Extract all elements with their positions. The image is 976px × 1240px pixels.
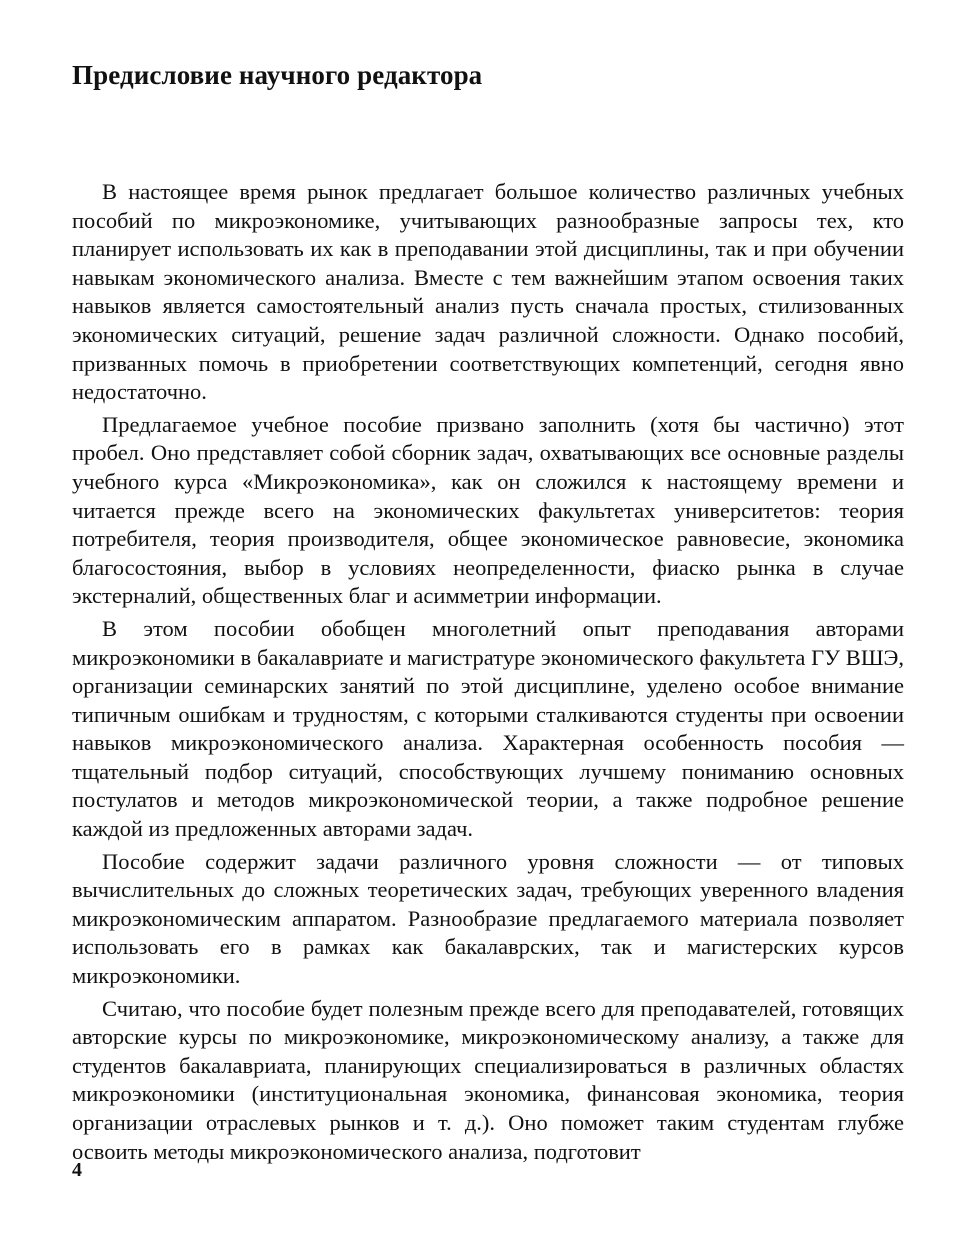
paragraph-4: Пособие содержит задачи различного уровня сложности — от типовых вычислительных до сложных теоретических задач, требующих уверенного владения микроэкономическим аппаратом. Разнообразие предлагаемого материала позволяет использовать его в рамках как бакалаврских, так и магистерских курсов микроэкономики. xyxy=(72,848,904,989)
page-number: 4 xyxy=(72,1159,82,1181)
paragraph-3: В этом пособии обобщен многолетний опыт преподавания авторами микроэкономики в бакалавриате и магистратуре экономического факультета ГУ ВШЭ, организации семинарских занятий по этой дисциплине, уделено особое внимание типичным ошибкам и трудностям, с которыми сталкиваются студенты при освоении навыков микроэкономического анализа. Характерная особенность пособия — тщательный подбор ситуаций, способствующих лучшему пониманию основных постулатов и методов микроэкономической теории, а также подробное решение каждой из предложенных авторами задач. xyxy=(72,615,904,842)
page-title: Предисловие научного редактора xyxy=(72,60,483,90)
paragraph-1: В настоящее время рынок предлагает большое количество различных учебных пособий по микроэкономике, учитывающих разнообразные запросы тех, кто планирует использовать их как в преподавании этой дисциплины, так и при обучении навыкам экономического анализа. Вместе с тем важнейшим этапом освоения таких навыков является самостоятельный анализ пусть сначала простых, стилизованных экономических ситуаций, решение задач различной сложности. Однако пособий, призванных помочь в приобретении соответствующих компетенций, сегодня явно недостаточно. xyxy=(72,179,904,405)
body-text xyxy=(72,178,904,1170)
paragraph-5: Считаю, что пособие будет полезным прежде всего для преподавателей, готовящих авторские курсы по микроэкономике, микроэкономическому анализу, а также для студентов бакалавриата, планирующих специализироваться в различных областях микроэкономики (институциональная экономика, финансовая экономика, теория организации отраслевых рынков и т. д.). Оно поможет таким студентам глубже освоить методы микроэкономического анализа, подготовит xyxy=(72,995,904,1164)
paragraph-2: Предлагаемое учебное пособие призвано заполнить (хотя бы частично) этот пробел. Оно представляет собой сборник задач, охватывающих все основные разделы учебного курса «Микроэкономика», как он сложился к настоящему времени и читается прежде всего на экономических факультетах университетов: теория потребителя, теория производителя, общее экономическое равновесие, экономика благосостояния, выбор в условиях неопределенности, фиаско рынка в случае экстерналий, общественных благ и асимметрии информации. xyxy=(72,411,904,609)
